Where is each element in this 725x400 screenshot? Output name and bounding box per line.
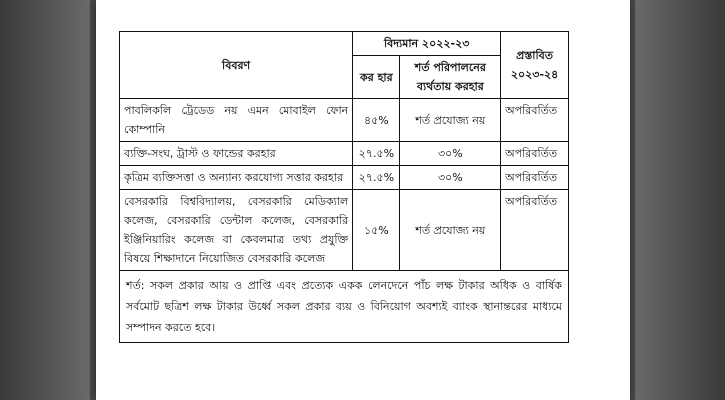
table-row bbox=[120, 142, 569, 166]
background-right bbox=[635, 0, 725, 400]
table-note: শর্ত: সকল প্রকার আয় ও প্রাপ্তি এবং প্রত্যেক একক লেনদেনে পাঁচ লক্ষ টাকার অধিক ও বার্ষিক সর্বমোট ছত্রিশ লক্ষ টাকার উর্ধ্বে সকল প্রকার ব্যয় ও বিনিয়োগ অবশ্যই ব্যাংক স্থানান্তরের মাধ্যমে সম্পাদন করতে হবে। bbox=[120, 271, 569, 343]
row-tax-rate: ২৭.৫% bbox=[353, 142, 400, 166]
background-left bbox=[0, 0, 90, 400]
header-description: বিবরণ bbox=[120, 32, 353, 99]
row-proposed: অপরিবর্তিত bbox=[501, 99, 569, 142]
row-condition-fail-rate: শর্ত প্রযোজ্য নয় bbox=[400, 190, 501, 271]
row-description: ব্যক্তি-সংঘ, ট্রাস্ট ও ফান্ডের করহার bbox=[120, 142, 353, 166]
row-tax-rate: ১৫% bbox=[353, 190, 400, 271]
row-proposed: অপরিবর্তিত bbox=[501, 142, 569, 166]
table-row bbox=[120, 190, 569, 271]
row-tax-rate: ৪৫% bbox=[353, 99, 400, 142]
header-existing-year: বিদ্যমান ২০২২-২৩ bbox=[353, 32, 501, 56]
row-condition-fail-rate: ৩০% bbox=[400, 166, 501, 190]
row-condition-fail-rate: ৩০% bbox=[400, 142, 501, 166]
row-tax-rate: ২৭.৫% bbox=[353, 166, 400, 190]
header-condition-fail-rate: শর্ত পরিপালনের ব্যর্থতায় করহার bbox=[400, 56, 501, 99]
row-condition-fail-rate: শর্ত প্রযোজ্য নয় bbox=[400, 99, 501, 142]
document-page bbox=[96, 0, 630, 400]
header-row bbox=[120, 32, 569, 56]
row-description: বেসরকারি বিশ্ববিদ্যালয়, বেসরকারি মেডিক্যাল কলেজ, বেসরকারি ডেন্টাল কলেজ, বেসরকারি ইঞ্জিনিয়ারিং কলেজ বা কেবলমাত্র তথ্য প্রযুক্তি বিষয়ে শিক্ষাদানে নিয়োজিত বেসরকারি কলেজ bbox=[120, 190, 353, 271]
header-tax-rate: কর হার bbox=[353, 56, 400, 99]
tax-rate-table bbox=[119, 31, 569, 343]
table-row bbox=[120, 166, 569, 190]
table-row bbox=[120, 99, 569, 142]
note-row bbox=[120, 271, 569, 343]
row-proposed: অপরিবর্তিত bbox=[501, 166, 569, 190]
header-proposed-year: প্রস্তাবিত ২০২৩-২৪ bbox=[501, 32, 569, 99]
row-description: কৃত্রিম ব্যক্তিসত্তা ও অন্যান্য করযোগ্য সত্তার করহার bbox=[120, 166, 353, 190]
row-description: পাবলিকলি ট্রেডেড নয় এমন মোবাইল ফোন কোম্পানি bbox=[120, 99, 353, 142]
row-proposed: অপরিবর্তিত bbox=[501, 190, 569, 271]
